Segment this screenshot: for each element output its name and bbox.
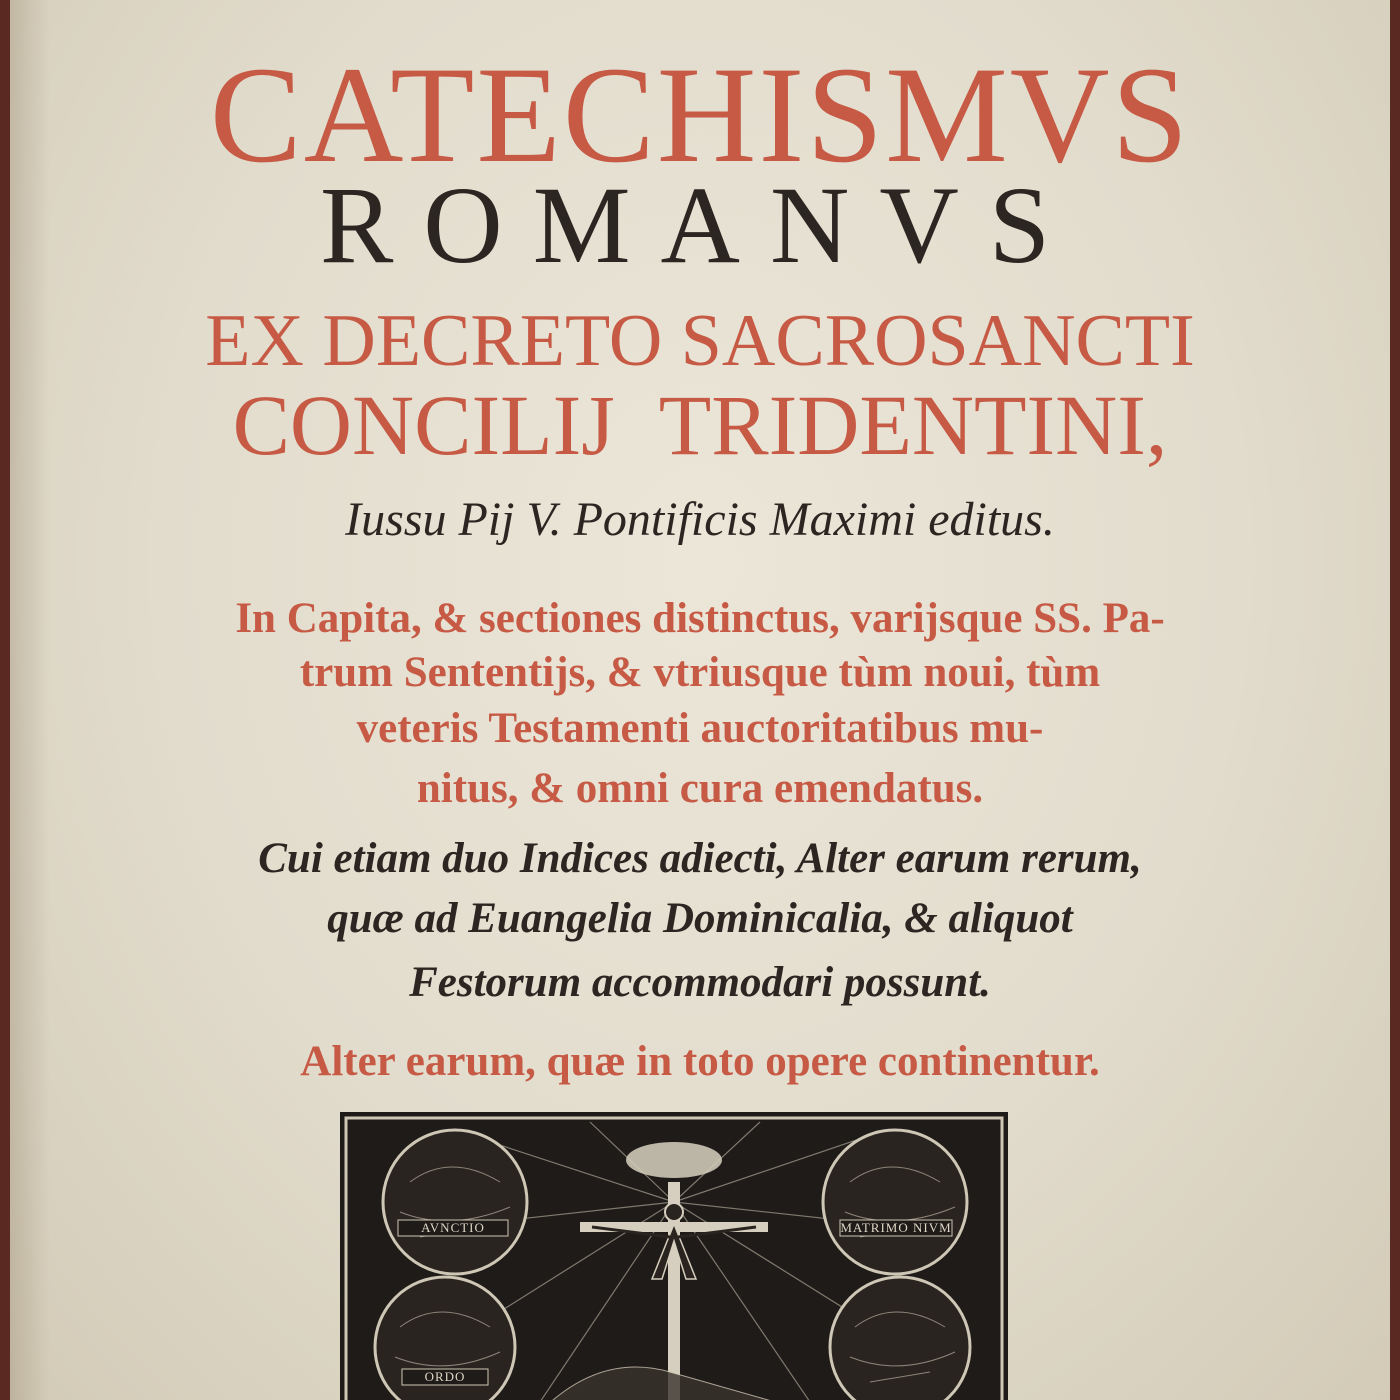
- title-concilij: CONCILIJ TRIDENTINI,: [232, 377, 1168, 473]
- body-red-line: veteris Testamenti auctoritatibus mu-: [356, 705, 1044, 752]
- cross-icon: [580, 1182, 768, 1400]
- body-red-line: nitus, & omni cura emendatus.: [416, 765, 984, 812]
- body-black-line: Festorum accommodari possunt.: [409, 959, 991, 1006]
- subtitle-iussu: Iussu Pij V. Pontificis Maximi editus.: [345, 493, 1055, 546]
- title-romanus: ROMANVS: [319, 164, 1081, 286]
- woodcut-illustration: [340, 1112, 1008, 1400]
- title-catechismus: CATECHISMVS: [209, 38, 1191, 191]
- woodcut-label: AVNCTIO: [421, 1220, 485, 1235]
- title-page: [10, 0, 1390, 1400]
- body-black-line: Cui etiam duo Indices adiecti, Alter earum rerum,: [258, 835, 1142, 882]
- body-black-line: quæ ad Euangelia Dominicalia, & aliquot: [327, 895, 1073, 942]
- woodcut-label: MATRIMO NIVM: [840, 1220, 952, 1235]
- crucifixion-woodcut: [340, 1112, 1008, 1400]
- body-red-line: In Capita, & sectiones distinctus, varijsque SS. Pa-: [235, 595, 1165, 642]
- woodcut-label: ORDO: [424, 1369, 466, 1384]
- title-ex-decreto: EX DECRETO SACROSANCTI: [205, 300, 1195, 382]
- body-red-line: trum Sententijs, & vtriusque tùm noui, tùm: [299, 649, 1101, 696]
- alter-earum-line: Alter earum, quæ in toto opere continentur.: [300, 1038, 1100, 1085]
